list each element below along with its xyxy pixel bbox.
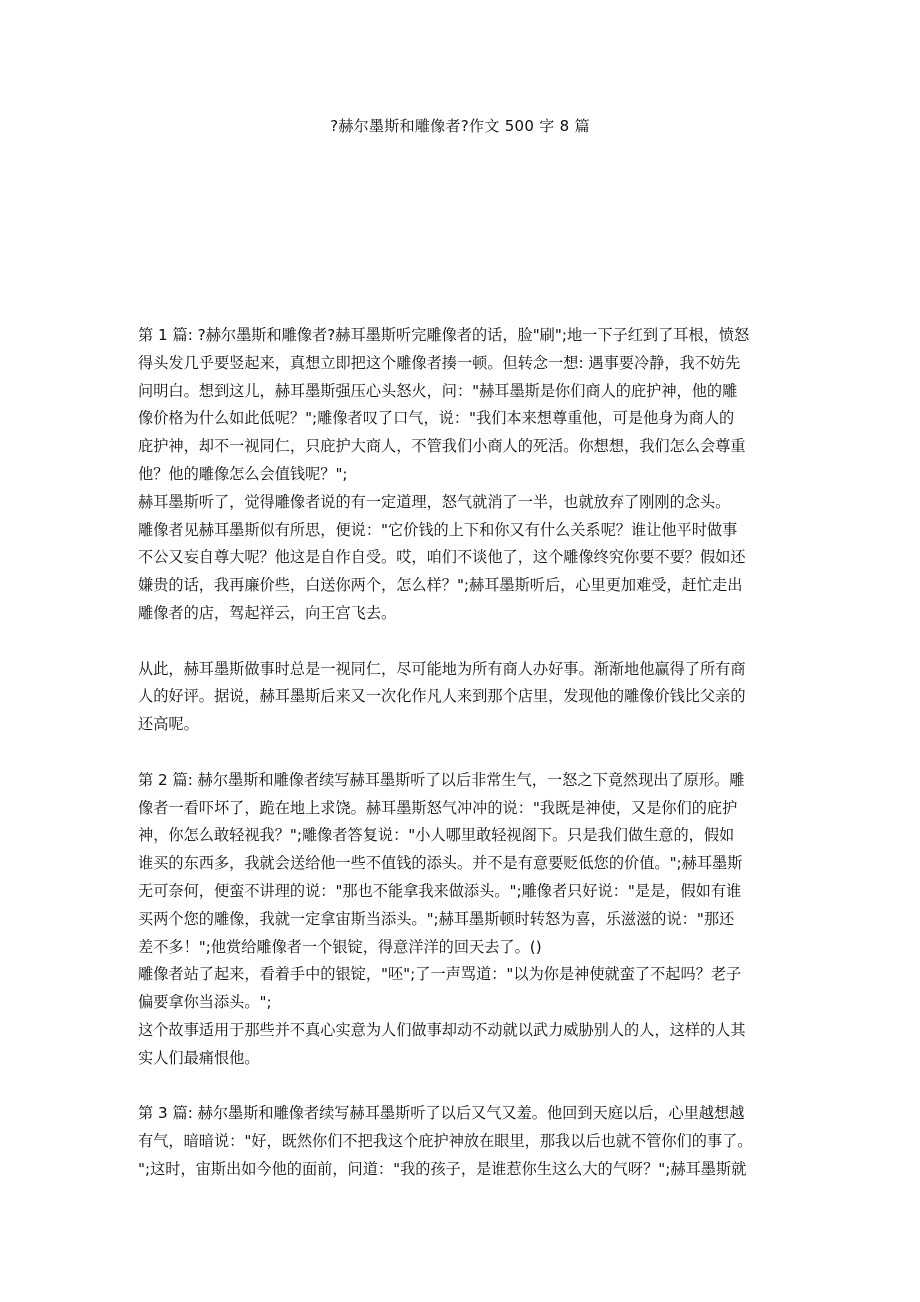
text-line: 雕像者站了起来，看着手中的银锭，"呸";了一声骂道："以为你是神使就蛮了不起吗？老子 (138, 965, 742, 984)
text-line: 人的好评。据说，赫耳墨斯后来又一次化作凡人来到那个店里，发现他的雕像价钱比父亲的 (138, 687, 746, 706)
text-line: 还高呢。 (138, 715, 199, 734)
text-line: 像价格为什么如此低呢？";雕像者叹了口气，说："我们本来想尊重他，可是他身为商人的 (138, 409, 735, 428)
text-line: 赫耳墨斯听了，觉得雕像者说的有一定道理，怒气就消了一半，也就放弃了刚刚的念头。 (138, 492, 731, 511)
text-line: 像者一看吓坏了，跪在地上求饶。赫耳墨斯怒气冲冲的说："我既是神使，又是你们的庇护 (138, 798, 738, 817)
text-line: 第 2 篇: 赫尔墨斯和雕像者续写赫耳墨斯听了以后非常生气，一怒之下竟然现出了原形。雕 (138, 770, 745, 789)
text-line: 买两个您的雕像，我就一定拿宙斯当添头。";赫耳墨斯顿时转怒为喜，乐滋滋的说："那还 (138, 909, 735, 928)
text-line: 第 3 篇: 赫尔墨斯和雕像者续写赫耳墨斯听了以后又气又羞。他回到天庭以后，心里越想越 (138, 1104, 745, 1123)
text-line: 得头发几乎要竖起来，真想立即把这个雕像者揍一顿。但转念一想: 遇事要冷静，我不妨先 (138, 353, 741, 372)
text-line: 有气，暗暗说："好，既然你们不把我这个庇护神放在眼里，那我以后也就不管你们的事了。 (138, 1132, 753, 1151)
text-line: 差不多！";他赏给雕像者一个银锭，得意洋洋的回天去了。() (138, 937, 542, 956)
paragraph-gap (138, 1073, 788, 1101)
text-line: 这个故事适用于那些并不真心实意为人们做事却动不动就以武力威胁别人的人，这样的人其 (138, 1020, 746, 1039)
text-line: 从此，赫耳墨斯做事时总是一视同仁，尽可能地为所有商人办好事。渐渐地他赢得了所有商 (138, 659, 746, 678)
text-line: 问明白。想到这儿，赫耳墨斯强压心头怒火，问："赫耳墨斯是你们商人的庇护神，他的雕 (138, 381, 738, 400)
text-line: 嫌贵的话，我再廉价些，白送你两个，怎么样？";赫耳墨斯听后，心里更加难受，赶忙走出 (138, 576, 743, 595)
text-line: 无可奈何，便蛮不讲理的说："那也不能拿我来做添头。";雕像者只好说："是是，假如有谁 (138, 881, 742, 900)
text-line: 庇护神，却不一视同仁，只庇护大商人，不管我们小商人的死活。你想想，我们怎么会尊重 (138, 437, 746, 456)
paragraph-gap (138, 628, 788, 656)
document-body (138, 322, 788, 1184)
text-line: 第 1 篇: ?赫尔墨斯和雕像者?赫耳墨斯听完雕像者的话，脸"刷";地一下子红到了耳根，愤怒 (138, 326, 750, 344)
text-line: 实人们最痛恨他。 (138, 1048, 260, 1067)
page-title: ?赫尔墨斯和雕像者?作文 500 字 8 篇 (330, 117, 590, 135)
text-line: 雕像者的店，驾起祥云，向王宫飞去。 (138, 603, 397, 622)
paragraph-gap (138, 739, 788, 767)
text-line: ";这时，宙斯出如今他的面前，问道："我的孩子，是谁惹你生这么大的气呀？";赫耳墨斯就 (138, 1159, 747, 1178)
text-line: 神，你怎么敢轻视我？";雕像者答复说："小人哪里敢轻视阁下。只是我们做生意的，假如 (138, 826, 735, 845)
text-line: 谁买的东西多，我就会送给他一些不值钱的添头。并不是有意要贬低您的价值。";赫耳墨斯 (138, 854, 743, 873)
text-line: 不公又妄自尊大呢？他这是自作自受。哎，咱们不谈他了，这个雕像终究你要不要？假如还 (138, 548, 746, 567)
text-line: 偏要拿你当添头。"; (138, 993, 272, 1012)
text-line: 他？他的雕像怎么会值钱呢？"; (138, 464, 348, 483)
text-line: 雕像者见赫耳墨斯似有所思，便说："它价钱的上下和你又有什么关系呢？谁让他平时做事 (138, 520, 738, 539)
